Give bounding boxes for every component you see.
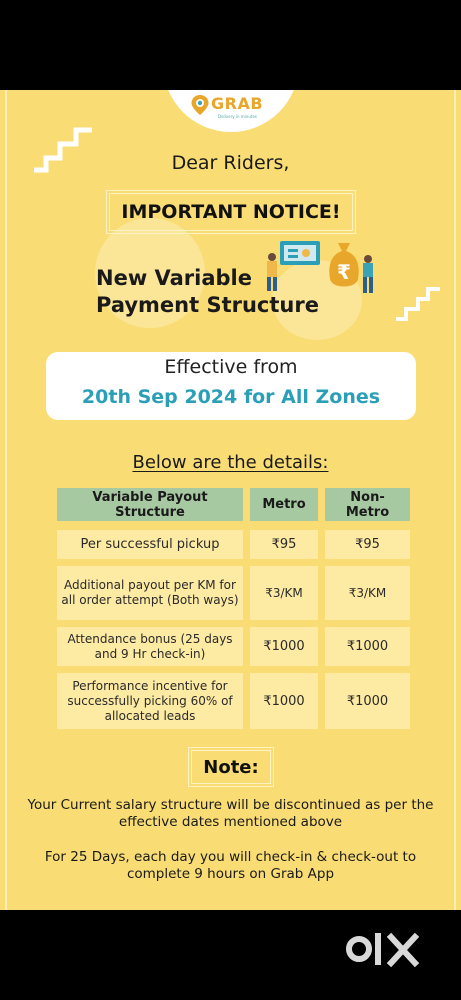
table-row-4-metro: ₹1000	[250, 673, 318, 729]
effective-label: Effective from	[164, 356, 298, 378]
effective-date: 20th Sep 2024 for All Zones	[81, 386, 381, 408]
headline-line-2: Payment Structure	[96, 293, 319, 317]
note-paragraph-1: Your Current salary structure will be discontinued as per the effective dates mentioned above	[27, 797, 434, 830]
note-label: Note:	[191, 750, 271, 784]
decorative-steps-right	[394, 285, 442, 323]
table-row-4-non-metro: ₹1000	[325, 673, 410, 729]
effective-date-card	[46, 352, 416, 420]
table-row-2-non-metro: ₹3/KM	[325, 566, 410, 620]
table-header-metro: Metro	[250, 488, 318, 521]
greeting: Dear Riders,	[171, 152, 290, 174]
table-header-structure: Variable Payout Structure	[57, 488, 243, 521]
logo-text: GRAB	[211, 94, 264, 113]
location-pin-icon	[190, 94, 210, 116]
olx-watermark-logo	[345, 927, 427, 971]
details-heading: Below are the details:	[132, 452, 329, 473]
table-row-3-non-metro: ₹1000	[325, 627, 410, 666]
table-row-1-non-metro: ₹95	[325, 530, 410, 559]
note-paragraph-2: For 25 Days, each day you will check-in & check-out to complete 9 hours on Grab App	[44, 849, 417, 882]
table-row-3-item: Attendance bonus (25 days and 9 Hr check-in)	[57, 627, 243, 666]
payment-illustration	[260, 235, 380, 299]
svg-text:₹: ₹	[337, 260, 351, 284]
table-header-non-metro: Non-Metro	[325, 488, 410, 521]
table-row-1-metro: ₹95	[250, 530, 318, 559]
table-row-2-metro: ₹3/KM	[250, 566, 318, 620]
table-row-1-item: Per successful pickup	[57, 530, 243, 559]
logo-tagline: Delivery in minutes	[218, 114, 257, 119]
headline-line-1: New Variable	[96, 266, 253, 290]
table-row-3-metro: ₹1000	[250, 627, 318, 666]
table-row-2-item: Additional payout per KM for all order attempt (Both ways)	[57, 566, 243, 620]
notice-poster	[0, 90, 461, 910]
notice-title: IMPORTANT NOTICE!	[109, 193, 353, 231]
table-row-4-item: Performance incentive for successfully picking 60% of allocated leads	[57, 673, 243, 729]
